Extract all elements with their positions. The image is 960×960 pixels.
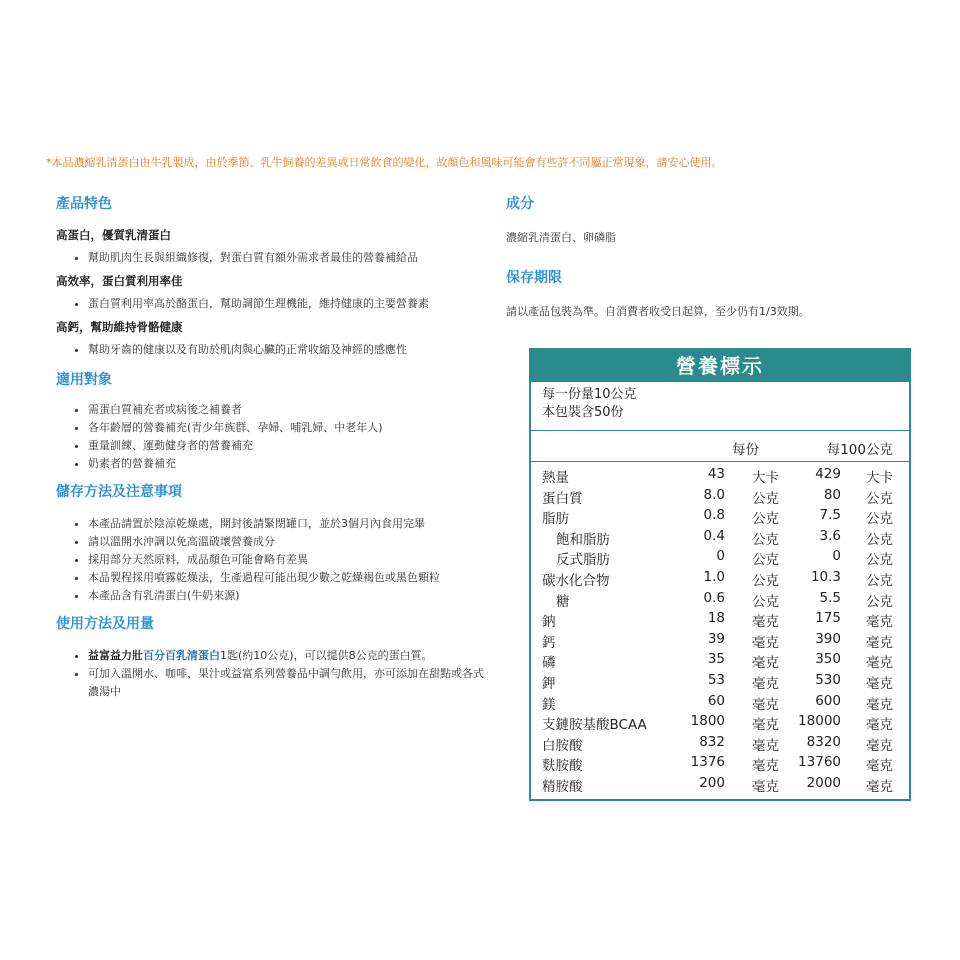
feature-list [56, 249, 486, 267]
per-serving-value: 0.4 [703, 527, 725, 544]
nutrition-row [531, 506, 909, 527]
per-serving-header: 每份 [732, 442, 759, 458]
nutrition-row [531, 753, 909, 774]
per-100g-unit: 毫克 [866, 614, 893, 631]
per-serving-unit: 毫克 [752, 758, 779, 775]
nutrition-table [529, 348, 911, 801]
list-item: • 請以溫開水沖調以免高溫破壞營養成分 [88, 533, 486, 551]
per-100g-unit: 大卡 [866, 470, 893, 486]
nutrient-name: 支鏈胺基酸BCAA [542, 717, 647, 734]
per-serving-unit: 公克 [752, 511, 779, 528]
list-item: • 本品製程採用噴霧乾燥法，生產過程可能出現少數之乾燥褐色或黑色顆粒 [88, 569, 486, 587]
nutrition-row [531, 465, 909, 486]
ingredients-title: 成分 [506, 196, 534, 212]
servings-per-pack: 本包裝含50份 [542, 405, 624, 420]
per-100g-unit: 毫克 [866, 696, 893, 713]
nutrient-name: 熱量 [542, 470, 569, 486]
left-column [56, 193, 486, 707]
per-100g-value: 10.3 [810, 568, 841, 585]
nutrition-row [531, 733, 909, 754]
per-100g-unit: 毫克 [866, 655, 893, 672]
feature-head: 高蛋白，優質乳清蛋白 [56, 228, 171, 242]
nutrition-row [531, 774, 909, 795]
per-serving-unit: 公克 [752, 531, 779, 548]
per-100g-unit: 毫克 [866, 737, 893, 754]
per-100g-value: 390 [815, 630, 841, 647]
list-item: • 需蛋白質補充者或病後之補養者 [88, 401, 486, 419]
per-serving-value: 1.0 [703, 568, 725, 585]
nutrient-name: 飽和脂肪 [556, 531, 610, 548]
per-serving-unit: 公克 [752, 572, 779, 589]
nutrition-title: 營養標示 [531, 350, 909, 382]
nutrition-rows [531, 462, 909, 799]
nutrient-name: 糖 [556, 593, 570, 610]
per-100g-unit: 公克 [866, 511, 893, 528]
per-serving-value: 39 [707, 630, 725, 647]
per-serving-value: 200 [699, 774, 725, 791]
feature-head: 高效率，蛋白質利用率佳 [56, 274, 183, 288]
nutrient-name: 蛋白質 [542, 490, 583, 507]
nutrition-row [531, 568, 909, 589]
per-serving-unit: 公克 [752, 593, 779, 610]
per-serving-value: 60 [707, 692, 725, 709]
per-100g-unit: 公克 [866, 490, 893, 507]
per-serving-value: 53 [707, 671, 725, 688]
per-serving-unit: 公克 [752, 490, 779, 507]
per-serving-unit: 毫克 [752, 655, 779, 672]
per-serving-unit: 毫克 [752, 778, 779, 795]
nutrition-row [531, 712, 909, 733]
list-item: • 蛋白質利用率高於酪蛋白，幫助調節生理機能，維持健康的主要營養素 [88, 295, 486, 313]
nutrition-row [531, 527, 909, 548]
per-100g-value: 350 [815, 651, 841, 668]
per-100g-unit: 毫克 [866, 634, 893, 651]
nutrient-name: 鉀 [542, 675, 556, 692]
storage-title: 儲存方法及注意事項 [56, 484, 182, 500]
list-item: • 各年齡層的營養補充(青少年族群、孕婦、哺乳婦、中老年人) [88, 419, 486, 437]
nutrient-name: 鈣 [542, 634, 556, 651]
per-100g-unit: 毫克 [866, 758, 893, 775]
product-name: 百分百乳清蛋白 [143, 649, 220, 662]
nutrient-name: 麩胺酸 [542, 758, 583, 775]
nutrient-name: 反式脂肪 [556, 552, 610, 569]
nutrition-column-header [531, 431, 909, 462]
per-100g-unit: 公克 [866, 552, 893, 569]
per-100g-unit: 毫克 [866, 717, 893, 734]
per-100g-header: 每100公克 [826, 442, 893, 458]
per-100g-value: 2000 [806, 774, 841, 791]
nutrition-row [531, 486, 909, 507]
per-100g-value: 18000 [798, 713, 841, 730]
per-100g-value: 3.6 [819, 527, 841, 544]
per-serving-unit: 毫克 [752, 717, 779, 734]
list-item: • 本產品含有乳清蛋白(牛奶來源) [88, 587, 486, 605]
list-item: • 可加入溫開水、咖啡、果汁或益富系列營養品中調勻飲用，亦可添加在甜點或各式濃湯中 [88, 665, 486, 701]
per-serving-value: 8.0 [703, 486, 725, 503]
per-serving-value: 0.6 [703, 589, 725, 606]
per-serving-unit: 毫克 [752, 737, 779, 754]
list-item: • 幫助牙齒的健康以及有助於肌肉與心臟的正常收縮及神經的感應性 [88, 341, 486, 359]
per-100g-value: 600 [815, 692, 841, 709]
nutrient-name: 磷 [542, 655, 556, 672]
nutrient-name: 鈉 [542, 614, 556, 631]
per-serving-value: 18 [707, 610, 725, 627]
feature-list [56, 295, 486, 313]
nutrition-row [531, 671, 909, 692]
nutrition-row [531, 692, 909, 713]
right-column [506, 193, 926, 341]
nutrition-row [531, 650, 909, 671]
per-100g-unit: 毫克 [866, 675, 893, 692]
nutrient-name: 精胺酸 [542, 778, 583, 795]
per-100g-value: 8320 [806, 733, 841, 750]
per-100g-value: 7.5 [819, 507, 841, 524]
features-title: 產品特色 [56, 196, 112, 212]
feature-list [56, 341, 486, 359]
ingredients-text: 濃縮乳清蛋白、卵磷脂 [506, 231, 616, 244]
per-serving-unit: 毫克 [752, 614, 779, 631]
per-serving-unit: 公克 [752, 552, 779, 569]
nutrient-name: 白胺酸 [542, 737, 583, 754]
nutrition-row [531, 589, 909, 610]
per-100g-value: 0 [832, 548, 841, 565]
usage-text: 1匙(約10公克)，可以提供8公克的蛋白質。 [220, 649, 433, 662]
nutrition-row [531, 547, 909, 568]
list-item: • 本產品請置於陰涼乾燥處，開封後請緊閉罐口，並於3個月內食用完畢 [88, 515, 486, 533]
per-serving-value: 0.8 [703, 507, 725, 524]
nutrition-row [531, 609, 909, 630]
list-item: • 採用部分天然原料，成品顏色可能會略有差異 [88, 551, 486, 569]
per-100g-value: 5.5 [819, 589, 841, 606]
storage-list [56, 515, 486, 605]
shelf-life-title: 保存期限 [506, 270, 562, 286]
notice-text: *本品濃縮乳清蛋白由牛乳製成，由於季節、乳牛飼養的差異或日常飲食的變化，故顏色和風味可能會有些許不同屬正常現象，請安心使用。 [46, 156, 723, 169]
brand-name: 益富益力壯 [88, 649, 143, 662]
per-serving-value: 0 [716, 548, 725, 565]
per-100g-value: 175 [815, 610, 841, 627]
shelf-life-text: 請以產品包裝為準。自消費者收受日起算，至少仍有1/3效期。 [506, 305, 810, 318]
per-serving-unit: 大卡 [752, 470, 779, 486]
per-100g-value: 80 [823, 486, 841, 503]
per-serving-value: 832 [699, 733, 725, 750]
per-100g-unit: 公克 [866, 593, 893, 610]
per-100g-unit: 毫克 [866, 778, 893, 795]
target-list [56, 401, 486, 473]
per-100g-unit: 公克 [866, 572, 893, 589]
feature-head: 高鈣，幫助維持骨骼健康 [56, 320, 183, 334]
nutrient-name: 鎂 [542, 696, 556, 713]
per-100g-value: 530 [815, 671, 841, 688]
per-serving-unit: 毫克 [752, 696, 779, 713]
list-item: • 奶素者的營養補充 [88, 455, 486, 473]
serving-size: 每一份量10公克 [542, 387, 637, 402]
per-100g-unit: 公克 [866, 531, 893, 548]
nutrition-row [531, 630, 909, 651]
per-serving-unit: 毫克 [752, 675, 779, 692]
per-100g-value: 13760 [798, 754, 841, 771]
per-serving-value: 43 [707, 466, 725, 482]
nutrient-name: 碳水化合物 [542, 572, 610, 589]
per-serving-value: 1800 [690, 713, 725, 730]
per-100g-value: 429 [815, 466, 841, 482]
target-title: 適用對象 [56, 372, 112, 388]
per-serving-unit: 毫克 [752, 634, 779, 651]
usage-list [56, 647, 486, 701]
list-item [88, 647, 486, 665]
per-serving-value: 1376 [690, 754, 725, 771]
nutrient-name: 脂肪 [542, 511, 569, 528]
list-item: • 幫助肌肉生長與組織修復，對蛋白質有額外需求者最佳的營養補給品 [88, 249, 486, 267]
usage-title: 使用方法及用量 [56, 616, 154, 632]
per-serving-value: 35 [707, 651, 725, 668]
serving-info [531, 382, 909, 431]
list-item: • 重量訓練、運動健身者的營養補充 [88, 437, 486, 455]
